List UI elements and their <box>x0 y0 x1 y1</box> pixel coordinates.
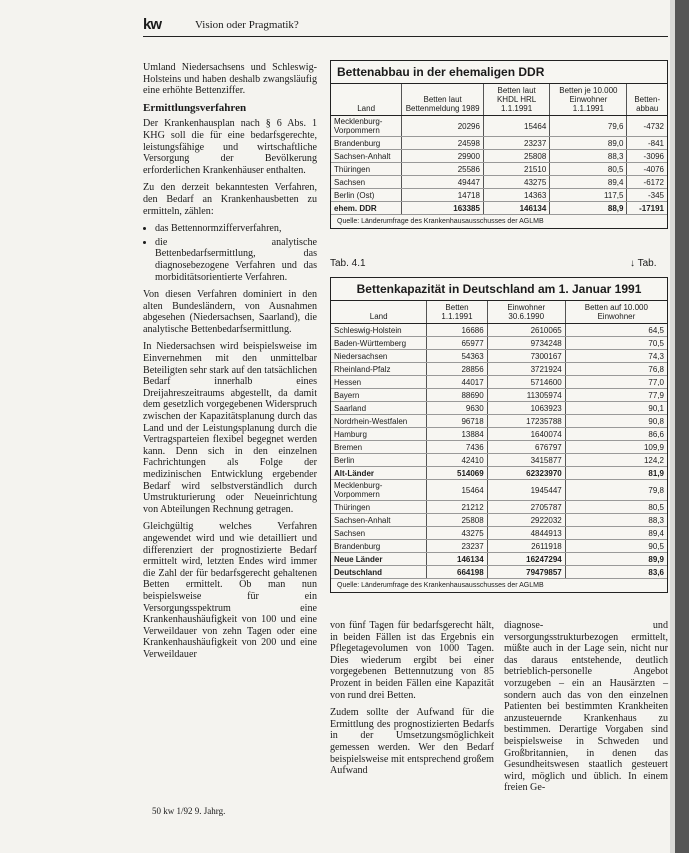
table-cell: Deutschland <box>331 566 427 579</box>
table-cell: Saarland <box>331 402 427 415</box>
table-cell: 79,8 <box>565 480 667 501</box>
intro-paragraph: Umland Niedersachsens und Schleswig-Holsteins und haben deshalb zwangsläufig eine erhöhte Bettenziffer. <box>143 62 317 97</box>
table-cell: Mecklenburg-Vorpommern <box>331 480 427 501</box>
table-cell: Neue Länder <box>331 553 427 566</box>
table-cell: 88690 <box>427 389 487 402</box>
table-cell: 9630 <box>427 402 487 415</box>
magazine-logo: kw <box>143 16 162 33</box>
paragraph: Zu den derzeit bekanntesten Verfahren, den Bedarf an Krankenhausbetten zu ermitteln, zählen: <box>143 182 317 217</box>
table-cell: 21212 <box>427 501 487 514</box>
table-cell: 80,5 <box>550 163 627 176</box>
table-row <box>331 389 667 402</box>
paragraph: Der Krankenhausplan nach § 6 Abs. 1 KHG soll die für eine bedarfsgerechte, leistungsfähige und wirtschaftliche Versorgung der Bevölkerung erforderlichen Krankenhäuser enthalten. <box>143 118 317 176</box>
table-cell: 96718 <box>427 415 487 428</box>
table-cell: 88,9 <box>550 202 627 215</box>
table-row <box>331 363 667 376</box>
table-cell: 2705787 <box>487 501 565 514</box>
table-row <box>331 566 667 579</box>
table-row <box>331 527 667 540</box>
scan-edge-shadow <box>675 0 689 853</box>
table-row <box>331 324 667 337</box>
table-cell: Brandenburg <box>331 137 402 150</box>
table-cell: 25808 <box>483 150 549 163</box>
table-cell: 89,0 <box>550 137 627 150</box>
table-row <box>331 428 667 441</box>
table-cell: 65977 <box>427 337 487 350</box>
table-cell: Hessen <box>331 376 427 389</box>
table-row <box>331 376 667 389</box>
table-cell: 2610065 <box>487 324 565 337</box>
table-cell: 124,2 <box>565 454 667 467</box>
data-table <box>331 301 667 579</box>
table-cell: 117,5 <box>550 189 627 202</box>
table-cell: 43275 <box>483 176 549 189</box>
header-title: Vision oder Pragmatik? <box>195 19 299 31</box>
paragraph: In Niedersachsen wird beispielsweise im Einvernehmen mit den unmittelbar Beteiligten sehr stark auf den tatsächlichen Bedarf innerhalb eines Dreijahreszeitraums abgestellt, da damit dem gesetzlich vorgegebenen Widerspruch zwischen der Kapazitätsplanung durch das Land und der Leistungsplanung durch die Vertragsparteien flexibel begegnet werden kann. Denn sich in den einzelnen Fachrichtungen als Folge der medizinischen Entwicklung ergebender Bedarf wird selbstverständlich durch Umstrukturierung oder Neueinrichtung von Abteilungen Rechnung getragen. <box>143 341 317 515</box>
table-cell: 3721924 <box>487 363 565 376</box>
table-cell: Thüringen <box>331 163 402 176</box>
table-cell: 89,4 <box>550 176 627 189</box>
table-cell: 109,9 <box>565 441 667 454</box>
table-row <box>331 350 667 363</box>
table-cell: 16247294 <box>487 553 565 566</box>
table-title: Bettenkapazität in Deutschland am 1. Januar 1991 <box>331 278 667 301</box>
table-cell: 88,3 <box>565 514 667 527</box>
table-cell: Rheinland-Pfalz <box>331 363 427 376</box>
table-cell: 90,1 <box>565 402 667 415</box>
table-cell: 2922032 <box>487 514 565 527</box>
column-header: Betten laut KHDL HRL 1.1.1991 <box>483 84 549 116</box>
column-header: Einwohner 30.6.1990 <box>487 301 565 324</box>
table-cell: Sachsen <box>331 527 427 540</box>
table-row <box>331 514 667 527</box>
table-cell: 79,6 <box>550 116 627 137</box>
left-column <box>143 62 317 667</box>
table-bettenabbau <box>330 60 668 229</box>
table-cell: 25808 <box>427 514 487 527</box>
paragraph: Gleichgültig welches Verfahren angewendet wird und wie detailliert und differenziert der prognostizierte Bedarf ermittelt wird, letzten Endes wird immer die Zahl der für bedarfsgerecht gehaltenen Betten ermittelt. Ob man nun beispielsweise für ein Versorgungsspektrum eine Krankenhaushäufigkeit von 100 und eine Verweildauer von zehn Tagen oder eine Krankenhaushäufigkeit von 200 und eine Verweildauer <box>143 521 317 660</box>
table-cell: 21510 <box>483 163 549 176</box>
table-cell: 89,9 <box>565 553 667 566</box>
table-cell: 7300167 <box>487 350 565 363</box>
table-row <box>331 189 667 202</box>
table-cell: 76,8 <box>565 363 667 376</box>
table-cell: 2611918 <box>487 540 565 553</box>
table-cell: 64,5 <box>565 324 667 337</box>
table-cell: 86,6 <box>565 428 667 441</box>
table-row <box>331 467 667 480</box>
table-cell: 88,3 <box>550 150 627 163</box>
table-cell: Berlin <box>331 454 427 467</box>
table-label-next: ↓ Tab. <box>630 258 657 269</box>
table-cell: -4076 <box>627 163 667 176</box>
table-row <box>331 553 667 566</box>
list-item: • die analytische Bettenbedarfsermittlung, das diagnosebezogene Verfahren und das morbiditätsorientierte Verfahren. <box>155 237 317 283</box>
table-cell: 17235788 <box>487 415 565 428</box>
table-cell: 28856 <box>427 363 487 376</box>
table-cell: Hamburg <box>331 428 427 441</box>
table-cell: 77,9 <box>565 389 667 402</box>
list-item: • das Bettennormzifferverfahren, <box>155 223 317 235</box>
table-cell: -3096 <box>627 150 667 163</box>
table-cell: 83,6 <box>565 566 667 579</box>
data-table <box>331 84 667 215</box>
table-cell: 5714600 <box>487 376 565 389</box>
table-cell: 4844913 <box>487 527 565 540</box>
table-cell: Sachsen-Anhalt <box>331 150 402 163</box>
column-header: Land <box>331 301 427 324</box>
table-cell: 70,5 <box>565 337 667 350</box>
table-cell: Baden-Württemberg <box>331 337 427 350</box>
table-cell: 1063923 <box>487 402 565 415</box>
column-header: Betten-abbau <box>627 84 667 116</box>
paragraph: Von diesen Verfahren dominiert in den alten Bundesländern, von Ausnahmen abgesehen (Niedersachsen, Saarland), die analytische Bettenbedarfsermittlung. <box>143 289 317 335</box>
table-cell: Brandenburg <box>331 540 427 553</box>
table-cell: 146134 <box>427 553 487 566</box>
table-cell: Berlin (Ost) <box>331 189 402 202</box>
table-cell: 54363 <box>427 350 487 363</box>
table-cell: 62323970 <box>487 467 565 480</box>
table-label: Tab. 4.1 <box>330 258 366 269</box>
table-cell: 29900 <box>402 150 484 163</box>
table-cell: 163385 <box>402 202 484 215</box>
table-row <box>331 415 667 428</box>
column-header: Betten laut Bettenmeldung 1989 <box>402 84 484 116</box>
table-cell: -345 <box>627 189 667 202</box>
table-cell: 49447 <box>402 176 484 189</box>
table-cell: -17191 <box>627 202 667 215</box>
table-row <box>331 480 667 501</box>
table-row <box>331 540 667 553</box>
table-cell: 23237 <box>427 540 487 553</box>
column-header: Betten 1.1.1991 <box>427 301 487 324</box>
table-cell: 25586 <box>402 163 484 176</box>
table-cell: 42410 <box>427 454 487 467</box>
table-cell: 80,5 <box>565 501 667 514</box>
page-footer: 50 kw 1/92 9. Jahrg. <box>152 806 226 816</box>
method-list <box>143 223 317 283</box>
table-cell: 90,8 <box>565 415 667 428</box>
column-header: Land <box>331 84 402 116</box>
table-cell: 14363 <box>483 189 549 202</box>
table-title: Bettenabbau in der ehemaligen DDR <box>331 61 667 84</box>
section-heading: Ermittlungsverfahren <box>143 101 247 114</box>
table-cell: 15464 <box>427 480 487 501</box>
table-cell: 11305974 <box>487 389 565 402</box>
table-cell: 89,4 <box>565 527 667 540</box>
table-row <box>331 176 667 189</box>
table-cell: Schleswig-Holstein <box>331 324 427 337</box>
table-row <box>331 337 667 350</box>
table-row <box>331 137 667 150</box>
running-header <box>143 14 668 37</box>
table-cell: 24598 <box>402 137 484 150</box>
table-cell: 9734248 <box>487 337 565 350</box>
table-cell: 90,5 <box>565 540 667 553</box>
table-row <box>331 202 667 215</box>
table-cell: 146134 <box>483 202 549 215</box>
table-row <box>331 402 667 415</box>
table-cell: Bayern <box>331 389 427 402</box>
table-cell: Niedersachsen <box>331 350 427 363</box>
table-cell: 77,0 <box>565 376 667 389</box>
table-cell: 3415877 <box>487 454 565 467</box>
table-cell: 13884 <box>427 428 487 441</box>
table-cell: -841 <box>627 137 667 150</box>
table-cell: 7436 <box>427 441 487 454</box>
paragraph: diagnose- und versorgungsstrukturbezogen ermittelt, müßte auch in der Lage sein, nicht nur das daraus entstehende, deutlich betrieblich-personelle Angebot vorzugeben – ein an Hausärzten – sondern auch das von den einzelnen Patienten bei bestimmten Krankheiten anzusteuernde Krankenhaus zu bestimmen. Derartige Vorgaben sind beispielsweise in Schweden und Großbritannien, in denen das Gesundheitswesen staatlich gesteuert wird, möglich und üblich. In einem freien Ge- <box>504 620 668 794</box>
column-header: Betten auf 10.000 Einwohner <box>565 301 667 324</box>
table-cell: Nordrhein-Westfalen <box>331 415 427 428</box>
table-cell: 81,9 <box>565 467 667 480</box>
table-cell: -6172 <box>627 176 667 189</box>
middle-column <box>330 620 494 783</box>
table-cell: 79479857 <box>487 566 565 579</box>
table-row <box>331 501 667 514</box>
table-source: Quelle: Länderumfrage des Krankenhausausschusses der AGLMB <box>337 218 544 225</box>
table-cell: 14718 <box>402 189 484 202</box>
table-cell: 676797 <box>487 441 565 454</box>
table-cell: 1945447 <box>487 480 565 501</box>
table-cell: Sachsen-Anhalt <box>331 514 427 527</box>
table-row <box>331 454 667 467</box>
table-row <box>331 150 667 163</box>
paragraph: Zudem sollte der Aufwand für die Ermittlung des prognostizierten Bedarfs in der Umsetzungsmöglichkeit gemessen werden. Wer den Bedarf beispielsweise mit entsprechend großem Aufwand <box>330 707 494 777</box>
table-bettenkapazitaet <box>330 277 668 593</box>
right-column <box>504 620 668 800</box>
table-cell: 1640074 <box>487 428 565 441</box>
table-cell: 74,3 <box>565 350 667 363</box>
table-cell: 16686 <box>427 324 487 337</box>
table-cell: Thüringen <box>331 501 427 514</box>
table-source: Quelle: Länderumfrage des Krankenhausausschusses der AGLMB <box>337 582 544 589</box>
table-cell: 20296 <box>402 116 484 137</box>
table-cell: 23237 <box>483 137 549 150</box>
table-cell: -4732 <box>627 116 667 137</box>
table-row <box>331 163 667 176</box>
column-header: Betten je 10.000 Einwohner 1.1.1991 <box>550 84 627 116</box>
table-row <box>331 441 667 454</box>
table-cell: Alt-Länder <box>331 467 427 480</box>
table-cell: ehem. DDR <box>331 202 402 215</box>
table-cell: Mecklenburg-Vorpommern <box>331 116 402 137</box>
table-cell: 43275 <box>427 527 487 540</box>
table-row <box>331 116 667 137</box>
paragraph: von fünf Tagen für bedarfsgerecht hält, in beiden Fällen ist das Ergebnis ein Pflegetagevolumen von 1000 Tagen. Dies wiederum ergibt bei einer vorgegebenen Bettennutzung von 85 Prozent in beiden Fällen eine Kapazität von rund drei Betten. <box>330 620 494 701</box>
table-cell: Bremen <box>331 441 427 454</box>
page-margin <box>0 0 112 853</box>
table-cell: 514069 <box>427 467 487 480</box>
table-cell: 664198 <box>427 566 487 579</box>
table-cell: 15464 <box>483 116 549 137</box>
table-cell: Sachsen <box>331 176 402 189</box>
table-cell: 44017 <box>427 376 487 389</box>
